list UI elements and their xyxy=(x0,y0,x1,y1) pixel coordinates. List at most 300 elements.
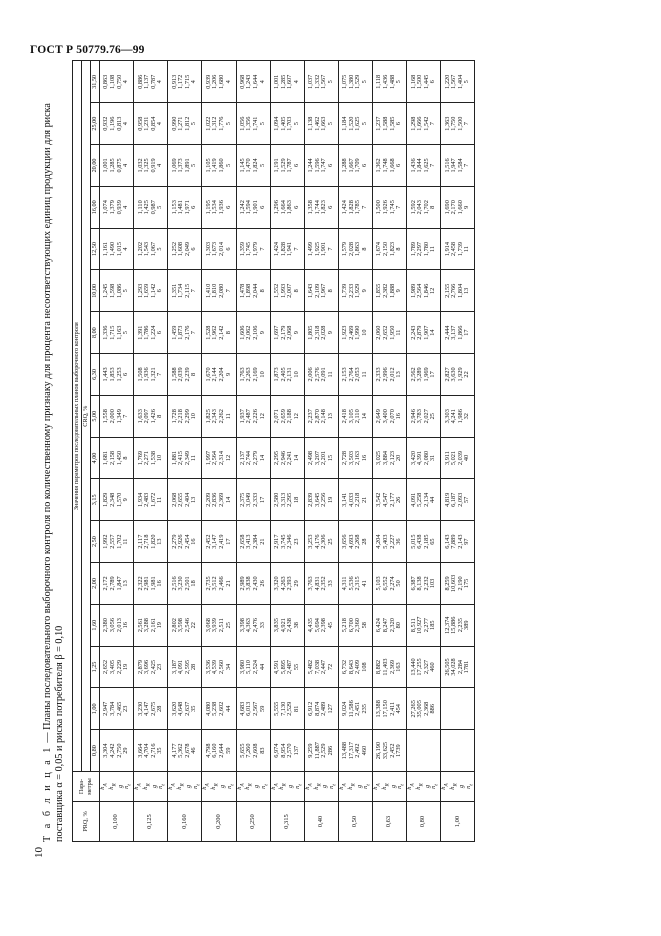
plan-value: 1,929 xyxy=(456,367,464,382)
plan-cell xyxy=(168,437,202,479)
plan-value: 5,536 xyxy=(347,576,355,591)
plan-value: 2,049 xyxy=(183,241,191,257)
plan-value: 3,320 xyxy=(273,576,280,591)
plan-value: 3,413 xyxy=(245,534,253,549)
plan-cell xyxy=(338,730,372,772)
plan-value: 3,304 xyxy=(102,743,110,758)
plan-value: 1,184 xyxy=(341,116,349,131)
plan-value: 11 xyxy=(122,538,130,545)
plan-value: 0,863 xyxy=(102,74,110,89)
param-symbol: g xyxy=(116,784,124,789)
plan-value: 1,074 xyxy=(102,200,110,215)
plan-value: 5,655 xyxy=(238,743,246,758)
plan-value: 4 xyxy=(156,80,164,84)
plan-value: 14 xyxy=(292,454,300,462)
plan-value: 2,333 xyxy=(375,367,383,382)
plan-value: 16 xyxy=(190,538,198,545)
plan-value: 2,989 xyxy=(238,576,246,591)
crq-header: CRQ, % xyxy=(82,61,91,772)
plan-value: 2,039 xyxy=(177,367,185,382)
plan-value: 2,766 xyxy=(450,283,458,298)
plan-value: 1,929 xyxy=(354,283,362,298)
plan-value: 1,681 xyxy=(102,450,110,466)
plan-value: 1,673 xyxy=(211,241,219,257)
plan-value: 1,812 xyxy=(183,116,191,131)
plan-value: 1,588 xyxy=(381,116,389,131)
plan-value: 7 xyxy=(463,122,471,126)
plan-value: 2,675 xyxy=(149,701,157,716)
plan-cell xyxy=(236,479,270,521)
plan-value: 3,303 xyxy=(443,409,451,424)
plan-value: 389 xyxy=(463,620,471,630)
plan-value: 10 xyxy=(190,413,198,420)
plan-value: 6 xyxy=(292,163,300,168)
plan-value: 2,567 xyxy=(252,701,260,716)
plan-cell xyxy=(168,604,202,646)
plan-value xyxy=(417,731,424,770)
plan-value: 31 xyxy=(429,454,437,462)
plan-value: 1,863 xyxy=(354,241,362,257)
plan-value: 2,144 xyxy=(211,367,219,382)
plan-value: 2,044 xyxy=(252,283,260,298)
plan-value: 3,884 xyxy=(381,450,389,466)
plan-cell xyxy=(168,479,202,521)
param-symbol: $h_R$ xyxy=(414,783,425,790)
plan-value: 1,715 xyxy=(183,74,191,89)
plan-value: 2,516 xyxy=(170,576,178,591)
plan-cell xyxy=(134,730,168,772)
plan-value: 2,227 xyxy=(388,534,396,549)
plan-value: 2,062 xyxy=(245,325,253,340)
plan-value: 2,524 xyxy=(252,659,260,675)
plan-value: 4 xyxy=(156,163,164,168)
plan-value: 2,172 xyxy=(102,576,110,591)
prq-value: 0,160 xyxy=(168,802,202,842)
plan-value: 1,750 xyxy=(450,116,458,131)
plan-value: 2,649 xyxy=(375,409,383,424)
plan-value: 2,511 xyxy=(217,618,225,633)
plan-value: 6 xyxy=(361,163,369,168)
plan-value: 9 xyxy=(326,331,334,335)
plan-value: 2,346 xyxy=(286,534,294,549)
param-symbol: $n_t$ xyxy=(123,784,133,789)
plan-value: 8 xyxy=(156,414,164,418)
plan-value xyxy=(464,689,471,728)
plan-value: 2,314 xyxy=(217,450,225,466)
plan-value: 55 xyxy=(292,663,300,671)
plan-value: 8,643 xyxy=(347,659,355,675)
plan-value: 0,939 xyxy=(115,200,123,215)
plan-value: 11,403 xyxy=(381,658,389,676)
plan-value: 1,787 xyxy=(286,158,294,173)
param-symbol: $h_A$ xyxy=(201,783,211,790)
plan-value: 2,131 xyxy=(286,367,294,382)
plan-value: 7,038 xyxy=(313,659,321,675)
plan-value: 7,260 xyxy=(245,743,253,758)
plan-value: 1,936 xyxy=(217,200,225,215)
plan-value: 1,986 xyxy=(456,409,464,424)
plan-value: 2,398 xyxy=(320,618,328,633)
plan-value: 83 xyxy=(258,747,266,754)
plan-value: 2,279 xyxy=(170,534,178,549)
plan-value: 5,110 xyxy=(245,660,253,674)
plan-value: 2,562 xyxy=(409,367,417,382)
param-symbol: $n_t$ xyxy=(464,784,474,789)
plan-value: 460 xyxy=(429,662,437,672)
plan-cell xyxy=(338,312,372,354)
plan-value: 1,137 xyxy=(143,74,151,89)
plan-cell xyxy=(304,354,338,396)
plan-value: 2,204 xyxy=(217,367,225,382)
plan-value: 10 xyxy=(361,329,369,336)
plan-value: 1,298 xyxy=(409,116,417,131)
plan-cell xyxy=(134,395,168,437)
plan-value: 2,093 xyxy=(456,492,464,507)
plan-cell xyxy=(134,437,168,479)
plan-value: 38 xyxy=(292,622,300,629)
plan-value: 1,462 xyxy=(313,116,321,131)
plan-value: 1,997 xyxy=(204,450,212,466)
plan-value: 2,501 xyxy=(183,576,191,591)
plan-value: 10,603 xyxy=(450,574,458,593)
plan-value: 26 xyxy=(395,496,403,503)
plan-cell xyxy=(373,604,407,646)
plan-value: 2,570 xyxy=(286,743,294,758)
plan-value: 1,745 xyxy=(388,200,396,215)
plan-value: 1,445 xyxy=(422,74,430,89)
plan-value: 29 xyxy=(292,580,300,587)
plan-value: 40 xyxy=(463,454,471,462)
plan-value: 1,359 xyxy=(238,241,246,257)
plan-value: 235 xyxy=(361,704,369,714)
plan-value: 2,123 xyxy=(388,450,396,466)
plan-value: 44 xyxy=(429,496,437,503)
plan-value: 6 xyxy=(156,331,164,335)
param-symbols xyxy=(373,772,407,802)
plan-value: 7 xyxy=(395,205,403,209)
plan-cell xyxy=(134,354,168,396)
plan-cell xyxy=(407,479,441,521)
param-symbol: $n_t$ xyxy=(362,784,372,789)
plan-value: 1,534 xyxy=(211,200,219,215)
plan-cell xyxy=(168,688,202,730)
plan-cell xyxy=(270,563,304,605)
plan-cell xyxy=(270,186,304,228)
plan-value: 2,469 xyxy=(347,325,355,340)
plan-value: 17 xyxy=(429,371,437,378)
plan-cell xyxy=(338,437,372,479)
plan-cell xyxy=(338,563,372,605)
plan-value: 5,218 xyxy=(341,618,349,633)
plan-value: 1,470 xyxy=(245,158,253,173)
plan-value: 1,934 xyxy=(136,492,144,507)
plan-cell xyxy=(407,103,441,145)
plan-value: 3,542 xyxy=(375,492,383,507)
plan-value: 5,895 xyxy=(279,659,287,675)
plan-value: 1,672 xyxy=(149,492,157,507)
param-symbol: $h_R$ xyxy=(176,783,186,790)
plan-value: 9 xyxy=(224,372,232,377)
plan-value: 1,362 xyxy=(375,158,383,173)
plan-value: 1,312 xyxy=(211,116,219,131)
plan-cell xyxy=(373,228,407,270)
plan-cell xyxy=(441,270,475,312)
plan-value: 1,069 xyxy=(170,158,178,173)
plan-value: 4,363 xyxy=(245,618,253,633)
crq-value-header: 8,00 xyxy=(91,312,100,354)
plan-value: 2,106 xyxy=(252,325,260,340)
plan-value: 1,508 xyxy=(136,367,144,382)
plan-cell xyxy=(373,521,407,563)
plan-value: 14 xyxy=(224,496,232,503)
plan-value: 2,318 xyxy=(313,325,321,340)
plan-value: 12 xyxy=(292,413,300,420)
plan-cell xyxy=(168,270,202,312)
plan-cell xyxy=(441,395,475,437)
plan-value: 2,529 xyxy=(286,701,294,716)
plan-value: 3,141 xyxy=(341,492,349,507)
plan-value: 10 xyxy=(258,371,266,378)
plan-value: 1,110 xyxy=(136,200,144,215)
plan-value: 4,704 xyxy=(143,743,151,758)
plan-value: 1,288 xyxy=(341,158,349,173)
plan-value: 1,846 xyxy=(422,283,430,298)
plan-value: 1,500 xyxy=(375,200,383,215)
param-symbol: $n_t$ xyxy=(430,784,440,789)
plan-value: 2,295 xyxy=(286,492,294,507)
plan-value: 1,950 xyxy=(388,325,396,340)
plan-value: 1,664 xyxy=(279,200,287,215)
plan-cell xyxy=(304,103,338,145)
plan-value: 1,901 xyxy=(320,241,328,257)
plan-value: 175 xyxy=(463,578,471,589)
plan-value: 1,373 xyxy=(177,158,185,173)
plan-value: 1,992 xyxy=(102,534,110,549)
table-row xyxy=(270,61,304,842)
plan-value: 1,606 xyxy=(238,325,246,340)
plan-value: 137 xyxy=(292,745,300,756)
plan-value: 2,333 xyxy=(252,492,260,507)
plan-cell xyxy=(134,61,168,103)
plan-cell xyxy=(100,730,134,772)
plan-value: 1,351 xyxy=(170,283,178,298)
plan-value: 2,451 xyxy=(354,701,362,716)
plan-value: 2,637 xyxy=(183,701,191,716)
plan-cell xyxy=(407,730,441,772)
param-symbols xyxy=(407,772,441,802)
plan-value: 1,161 xyxy=(102,241,110,257)
plan-value: 12 xyxy=(224,454,232,462)
plan-value: 2,068 xyxy=(286,325,294,340)
plan-value: 8 xyxy=(190,372,198,377)
plan-value: 3,187 xyxy=(170,659,178,675)
plan-cell xyxy=(202,521,236,563)
plan-value: 1781 xyxy=(463,660,471,674)
plan-value: 3,207 xyxy=(313,450,321,466)
plan-value: 33 xyxy=(258,622,266,629)
plan-value: 1,499 xyxy=(307,241,315,257)
plan-value: 6 xyxy=(258,205,266,209)
plan-value: 2,315 xyxy=(354,576,362,591)
plan-value: 1,873 xyxy=(177,325,185,340)
plan-value: 1,321 xyxy=(149,367,157,382)
plan-value: 7 xyxy=(463,163,471,168)
plan-value: 6 xyxy=(224,247,232,251)
plan-cell xyxy=(407,437,441,479)
plan-value: 1,067 xyxy=(149,241,157,257)
plan-value: 2,000 xyxy=(108,409,116,424)
plan-value: 1,237 xyxy=(375,116,383,131)
plan-value: 1,633 xyxy=(136,409,144,424)
plan-value: 41 xyxy=(361,580,369,587)
plan-value: 1,625 xyxy=(354,116,362,131)
plan-value: 1,293 xyxy=(136,283,144,298)
plan-value: 5 xyxy=(122,289,130,293)
plan-value: 2,839 xyxy=(307,492,315,507)
plan-value: 1,947 xyxy=(450,158,458,173)
plan-value: 1739 xyxy=(395,744,403,757)
plan-value: 1,450 xyxy=(115,450,123,466)
plan-value: 1,520 xyxy=(347,116,355,131)
plan-value: 0,958 xyxy=(136,116,144,131)
plan-value: 1,703 xyxy=(286,116,294,131)
plan-cell xyxy=(441,604,475,646)
plan-value: 3,980 xyxy=(238,659,246,675)
plan-value: 6 xyxy=(395,122,403,126)
plan-value: 1,625 xyxy=(422,158,430,173)
plan-value: 1,436 xyxy=(381,74,389,89)
plan-value: 1,891 xyxy=(183,158,191,173)
plan-value: 2,529 xyxy=(320,743,328,758)
plan-value: 3,068 xyxy=(204,618,212,633)
plan-value: 2,013 xyxy=(115,618,123,633)
param-symbol: $n_t$ xyxy=(396,784,406,789)
plan-cell xyxy=(270,395,304,437)
plan-cell xyxy=(236,103,270,145)
plan-value: 1,747 xyxy=(320,158,328,173)
plan-value: 29 xyxy=(122,747,130,754)
crq-value-header: 1,60 xyxy=(91,604,100,646)
plan-cell xyxy=(338,395,372,437)
plan-value: 2,262 xyxy=(217,409,225,424)
table-body xyxy=(100,61,475,842)
plan-value: 2,143 xyxy=(456,534,464,549)
plan-value: 2,169 xyxy=(252,367,260,382)
plan-value: 6,700 xyxy=(347,618,355,633)
plan-value: 1,391 xyxy=(136,325,144,340)
plan-value: 6 xyxy=(122,372,130,377)
plan-cell xyxy=(407,312,441,354)
plan-cell xyxy=(441,479,475,521)
plan-cell xyxy=(202,730,236,772)
plan-cell xyxy=(100,395,134,437)
plan-cell xyxy=(100,437,134,479)
plan-cell xyxy=(134,604,168,646)
plan-value: 8 xyxy=(326,289,334,293)
plan-value: 1,898 xyxy=(245,283,253,298)
plan-cell xyxy=(304,479,338,521)
plan-value: 12 xyxy=(429,287,437,294)
plan-value: 1,168 xyxy=(409,74,417,89)
plan-value: 1,829 xyxy=(102,492,110,507)
plan-value: 2,409 xyxy=(354,659,362,675)
plan-cell xyxy=(236,186,270,228)
param-symbol: $h_A$ xyxy=(303,783,313,790)
plan-value: 1,244 xyxy=(307,158,315,173)
plan-value: 5,482 xyxy=(307,659,315,675)
plan-value: 7 xyxy=(224,289,232,293)
plan-cell xyxy=(236,521,270,563)
plan-value: 2,447 xyxy=(320,659,328,675)
plan-value: 21 xyxy=(361,496,369,503)
plan-cell xyxy=(441,186,475,228)
plan-value: 9 xyxy=(258,331,266,335)
plan-value: 16 xyxy=(361,454,369,462)
plan-cell xyxy=(236,395,270,437)
plan-value: 11 xyxy=(156,496,164,503)
plan-value: 6,143 xyxy=(443,534,451,549)
plan-value xyxy=(458,731,465,770)
plan-value: 4 xyxy=(122,80,130,84)
plan-value: 2,498 xyxy=(307,450,315,466)
plan-value: 5 xyxy=(326,122,334,126)
plan-value: 1,763 xyxy=(238,367,246,382)
plan-value: 11 xyxy=(190,454,198,462)
plan-value: 2,320 xyxy=(388,618,396,633)
plan-value: 8 xyxy=(224,331,232,335)
param-symbol: $h_R$ xyxy=(107,783,118,790)
plan-value: 13 xyxy=(122,580,130,587)
plan-value: 13 xyxy=(395,371,403,378)
plan-value: 33 xyxy=(326,580,334,587)
prq-value: 0,40 xyxy=(304,802,338,842)
plan-value: 2,466 xyxy=(217,576,225,591)
plan-value: 2,652 xyxy=(102,659,110,675)
param-symbol: g xyxy=(287,784,295,789)
plan-value: 2,229 xyxy=(115,659,123,675)
plan-cell xyxy=(168,354,202,396)
plan-value: 26 xyxy=(258,580,266,587)
plan-cell xyxy=(407,186,441,228)
plan-value: 10 xyxy=(156,454,164,462)
plan-value: 5 xyxy=(361,80,369,84)
plan-value: 5,258 xyxy=(416,492,424,507)
plan-value: 2,608 xyxy=(252,743,260,758)
plan-value: 4,591 xyxy=(273,659,280,675)
plan-value: 1,828 xyxy=(279,241,287,257)
plan-value: 2,415 xyxy=(177,450,185,466)
plan-cell xyxy=(270,354,304,396)
plan-value: 4,311 xyxy=(341,576,349,591)
plan-cell xyxy=(100,270,134,312)
plan-value: 2,322 xyxy=(136,576,144,591)
param-symbol: $h_R$ xyxy=(141,783,152,790)
plan-value: 1,172 xyxy=(177,74,185,89)
plan-value: 1,709 xyxy=(354,158,362,173)
plan-value: 2,947 xyxy=(102,701,110,716)
plan-cell xyxy=(236,730,270,772)
plan-cell xyxy=(134,646,168,688)
plan-value: 2,137 xyxy=(238,450,246,466)
plan-cell xyxy=(270,479,304,521)
plan-value: 1,666 xyxy=(416,116,424,131)
plan-value: 36 xyxy=(395,538,403,545)
plan-value: 2,560 xyxy=(217,659,225,675)
plan-value: 0,939 xyxy=(204,74,212,89)
param-symbol: g xyxy=(150,784,158,789)
plan-value: 1,644 xyxy=(252,74,260,89)
plan-cell xyxy=(304,61,338,103)
